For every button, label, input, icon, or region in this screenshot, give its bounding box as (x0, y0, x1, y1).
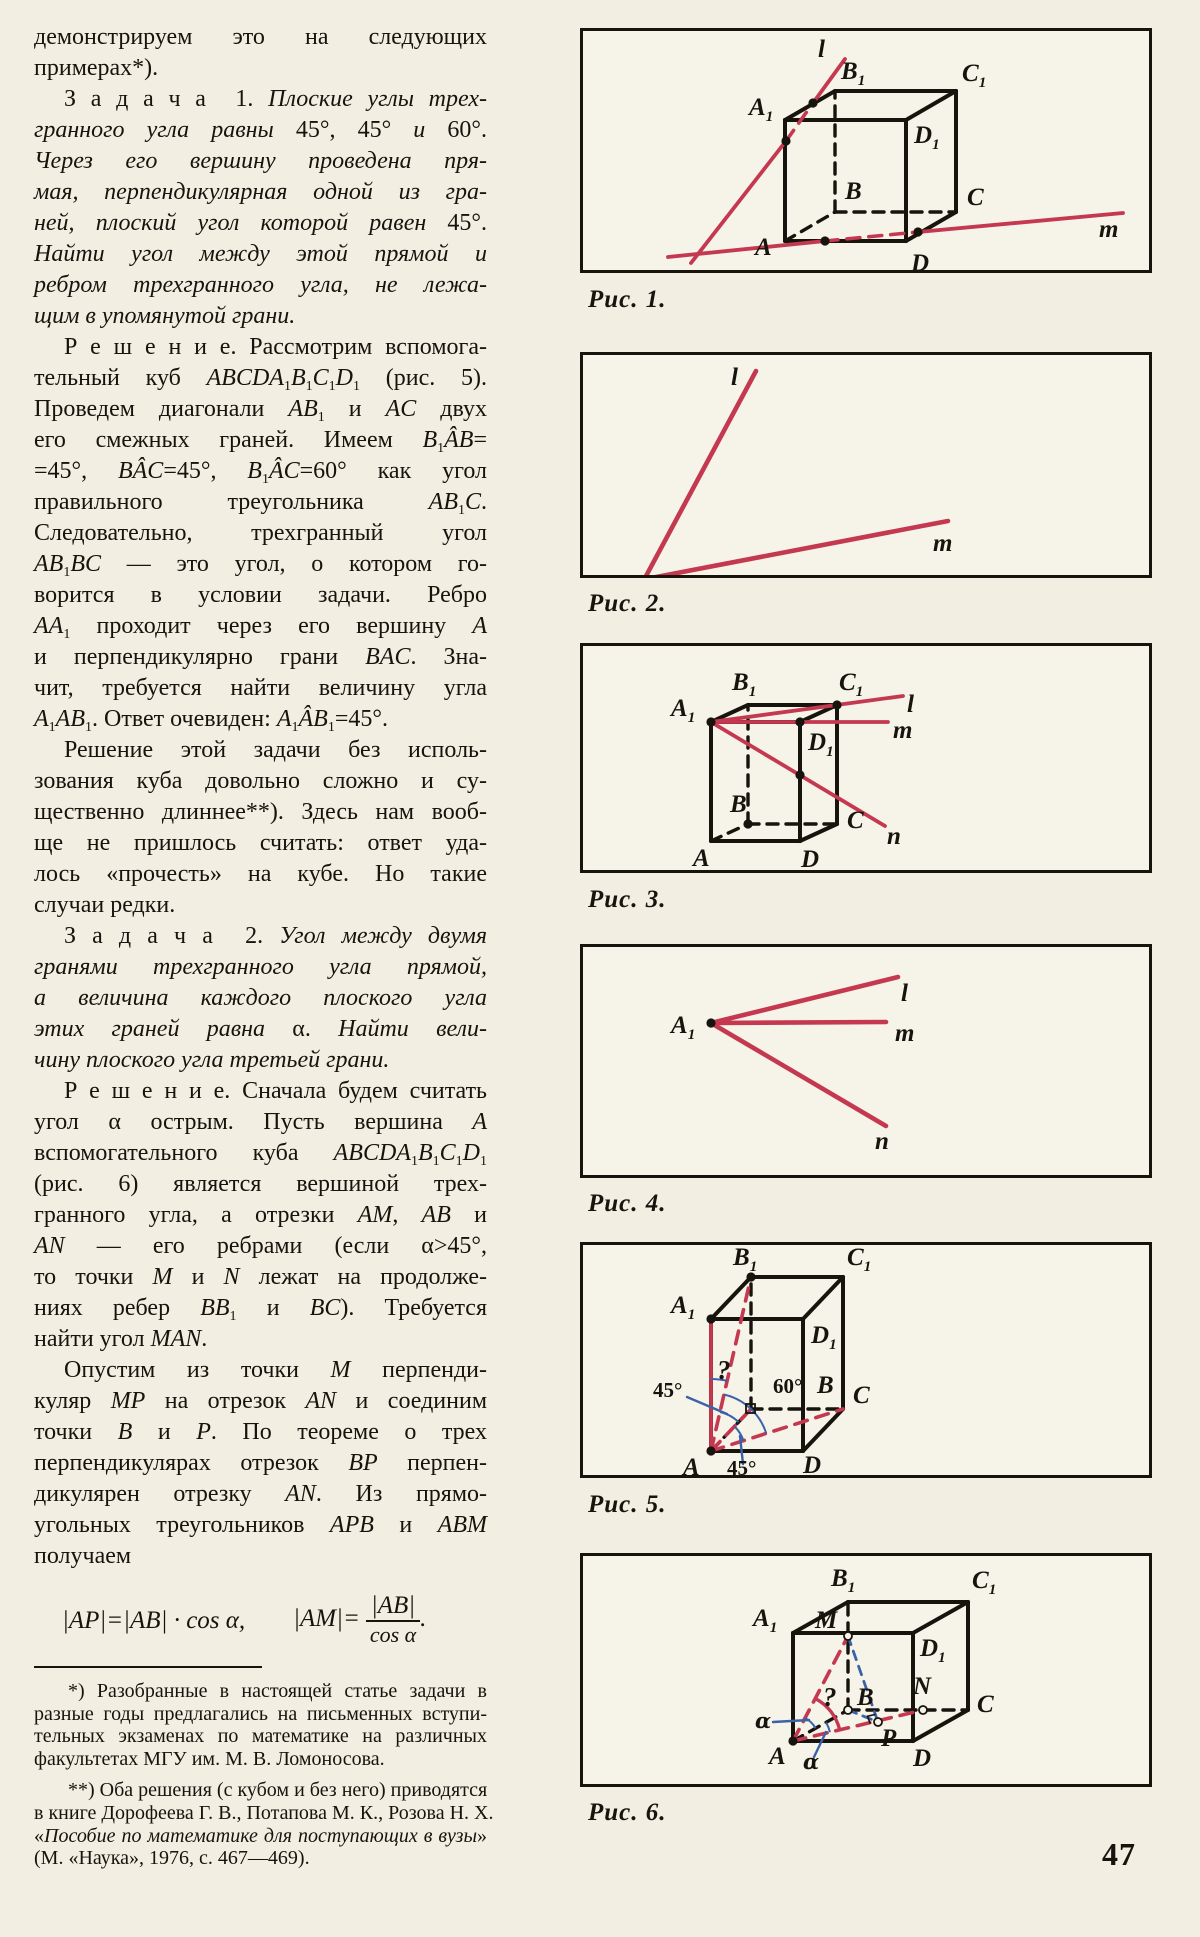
label-C: C (847, 807, 864, 834)
formula-left: |AP|=|AB| · cos α, (62, 1606, 246, 1634)
figure-3 (580, 643, 1152, 873)
label-n: n (887, 823, 901, 850)
text-line: гранями трехгранного угла прямой, (34, 954, 487, 980)
text-line: угольных треугольников APB и ABM (34, 1512, 488, 1538)
label-B: B (730, 791, 747, 818)
label-q: ? (823, 1682, 837, 1712)
label-m: m (1099, 216, 1119, 243)
text-line: Проведем диагонали $AB_1$ и AC двух (34, 396, 487, 425)
label-B: B (817, 1372, 834, 1399)
label-l: l (818, 36, 825, 63)
label-N: N (913, 1673, 932, 1700)
label-D: D (913, 1745, 932, 1772)
text-line: перпендикулярах отрезок BP перпен- (34, 1450, 488, 1476)
text-line: Решение этой задачи без исполь- (64, 737, 487, 763)
label-B1: $B_1$ (841, 58, 866, 89)
fig4-drawing (583, 947, 1149, 1175)
label-A: A (755, 234, 772, 261)
label-D1: $D_1$ (808, 729, 834, 760)
text-line: чит, требуется найти величину угла (34, 675, 487, 701)
label-n: n (875, 1128, 889, 1155)
text-line: AN — его ребрами (если α>45°, (34, 1233, 487, 1259)
text-line: зования куба довольно сложно и су- (34, 768, 487, 794)
text-line: демонстрируем это на следующих (34, 24, 487, 50)
label-A: A (769, 1743, 786, 1770)
text-line: З а д а ч а 2. Угол между двумя (64, 923, 487, 949)
label-m: m (893, 717, 913, 744)
figure-2-caption: Рис. 2. (588, 590, 667, 617)
text-line: тельных экзаменах по математике на различных (34, 1725, 487, 1748)
label-D: D (911, 250, 930, 270)
label-B: B (845, 178, 862, 205)
label-a45l: 45° (653, 1378, 683, 1402)
figure-1 (580, 28, 1152, 273)
text-line: тельный куб $ABCDA_1B_1C_1D_1$ (рис. 5). (34, 365, 487, 394)
label-C1: $C_1$ (962, 60, 987, 91)
text-line: гранного угла, а отрезки AM, AB и (34, 1202, 488, 1228)
text-line: примерах*). (34, 55, 159, 81)
text-line: вспомогательного куба $ABCDA_1B_1C_1D_1$ (34, 1140, 487, 1169)
label-M: M (815, 1607, 838, 1634)
text-line: Найти угол между этой прямой и (34, 241, 487, 267)
text-line: куляр MP на отрезок AN и соединим (34, 1388, 488, 1414)
label-D: D (803, 1452, 822, 1475)
label-C: C (977, 1691, 994, 1718)
label-D: D (801, 846, 820, 870)
figure-6 (580, 1553, 1152, 1787)
article-text-column (34, 22, 494, 1870)
label-C: C (967, 184, 984, 211)
text-line: *) Разобранные в настоящей статье задачи в (68, 1680, 487, 1702)
page-number: 47 (1102, 1836, 1136, 1872)
formula-right: |AM|= $\frac{|AB|}{\text{cos α}}$ . (293, 1591, 427, 1647)
fig2-drawing (583, 355, 1149, 575)
text-line: и перпендикулярно грани BAC. Зна- (34, 644, 487, 670)
label-C: C (853, 1382, 870, 1409)
figure-2 (580, 352, 1152, 578)
text-line: в книге Дорофеева Г. В., Потапова М. К., Розова Н. Х. (34, 1801, 494, 1824)
text-line: $AB_1BC$ — это угол, о котором го- (34, 551, 487, 580)
label-A1: $A_1$ (671, 695, 696, 726)
text-line: =45°, BÂC=45°, $B_1ÂC=60^\circ$ как угол (34, 458, 487, 487)
text-line: правильного треугольника $AB_1C$. (34, 489, 487, 518)
label-C1: $C_1$ (839, 669, 864, 700)
label-m: m (895, 1020, 915, 1047)
figure-5 (580, 1242, 1152, 1478)
label-B1: $B_1$ (733, 1245, 758, 1275)
label-l: l (731, 364, 738, 391)
label-D1: $D_1$ (914, 122, 940, 153)
text-line: мая, перпендикулярная одной из гра- (34, 179, 487, 205)
text-line: З а д а ч а 1. Плоские углы трех- (64, 86, 487, 112)
text-line: ще не пришлось считать: ответ уда- (34, 830, 487, 856)
text-line: чину плоского угла третьей грани. (34, 1047, 390, 1073)
text-line: случаи редки. (34, 892, 176, 918)
label-B: B (857, 1684, 874, 1711)
label-A1: $A_1$ (753, 1605, 778, 1636)
text-line: Р е ш е н и е. Сначала будем считать (64, 1078, 487, 1104)
text-line: то точки M и N лежат на продолже- (34, 1264, 488, 1290)
text-line: Следовательно, трехгранный угол (34, 520, 487, 546)
figure-4-caption: Рис. 4. (588, 1190, 667, 1217)
text-line: факультетах МГУ им. М. В. Ломоносова. (34, 1747, 385, 1770)
label-B1: $B_1$ (732, 669, 757, 700)
text-line: $AA_1$ проходит через его вершину A (34, 613, 487, 642)
label-B1: $B_1$ (831, 1565, 856, 1596)
label-q: ? (717, 1355, 731, 1385)
text-line: «Пособие по математике для поступающих в вузы» (34, 1824, 487, 1847)
label-P: P (881, 1725, 897, 1752)
text-line: этих граней равна α. Найти вели- (34, 1016, 487, 1042)
text-line: $A_1AB_1$. Ответ очевиден: $A_1ÂB_1=45^\circ$. (34, 706, 388, 735)
text-line: а величина каждого плоского угла (34, 985, 487, 1011)
label-alphaL: α (755, 1708, 772, 1733)
text-line: ребром трехгранного угла, не лежа- (34, 272, 487, 298)
label-D1: $D_1$ (811, 1322, 837, 1353)
fig1-drawing (583, 31, 1149, 270)
text-line: найти угол MAN. (34, 1326, 208, 1352)
figure-5-caption: Рис. 5. (588, 1491, 667, 1518)
label-C1: $C_1$ (972, 1567, 997, 1598)
fig5-drawing (583, 1245, 1149, 1475)
label-A1: $A_1$ (671, 1292, 696, 1323)
label-m: m (933, 530, 953, 557)
label-C1: $C_1$ (847, 1245, 872, 1275)
formula (34, 1588, 487, 1652)
label-l: l (901, 980, 908, 1007)
text-line: разные годы предлагались на письменных вступи- (34, 1702, 487, 1725)
label-a45b: 45° (727, 1456, 757, 1475)
text-line: угол α острым. Пусть вершина A (34, 1109, 487, 1135)
label-A: A (683, 1454, 700, 1475)
text-line: щественно длиннее**). Здесь нам вооб- (34, 799, 487, 825)
label-a60: 60° (773, 1374, 803, 1398)
text-line: ней, плоский угол которой равен 45°. (34, 210, 487, 236)
text-line: его смежных граней. Имеем $B_1ÂB=$ (34, 427, 487, 456)
footnote-divider (34, 1666, 262, 1668)
figure-6-caption: Рис. 6. (588, 1799, 667, 1826)
fig3-drawing (583, 646, 1149, 870)
footnotes (34, 1680, 494, 1870)
figure-3-caption: Рис. 3. (588, 886, 667, 913)
text-line: щим в упомянутой грани. (34, 303, 296, 329)
label-l: l (907, 691, 914, 718)
text-line: лось «прочесть» на кубе. Но такие (34, 861, 487, 887)
text-line: (рис. 6) является вершиной трех- (34, 1171, 487, 1197)
text-line: точки B и P. По теореме о трех (34, 1419, 487, 1445)
text-line: Через его вершину проведена пря- (34, 148, 487, 174)
text-line: Р е ш е н и е. Рассмотрим вспомога- (64, 334, 487, 360)
label-alphaB: α (803, 1749, 820, 1774)
label-A: A (693, 845, 710, 870)
label-D1: $D_1$ (920, 1635, 946, 1666)
fig6-drawing (583, 1556, 1149, 1784)
text-line: дикулярен отрезку AN. Из прямо- (34, 1481, 487, 1507)
label-A1: $A_1$ (749, 94, 774, 125)
text-line: ворится в условии задачи. Ребро (34, 582, 487, 608)
text-line: получаем (34, 1543, 132, 1569)
text-line: гранного угла равны 45°, 45° и 60°. (34, 117, 487, 143)
label-A1: $A_1$ (671, 1012, 696, 1043)
figure-1-caption: Рис. 1. (588, 286, 667, 313)
text-line: Опустим из точки M перпенди- (64, 1357, 487, 1383)
text-line: **) Оба решения (с кубом и без него) приводятся (68, 1779, 488, 1802)
text-line: (М. «Наука», 1976, с. 467—469). (34, 1847, 310, 1870)
text-line: ниях ребер $BB_1$ и BC). Требуется (34, 1295, 487, 1324)
figure-4 (580, 944, 1152, 1178)
